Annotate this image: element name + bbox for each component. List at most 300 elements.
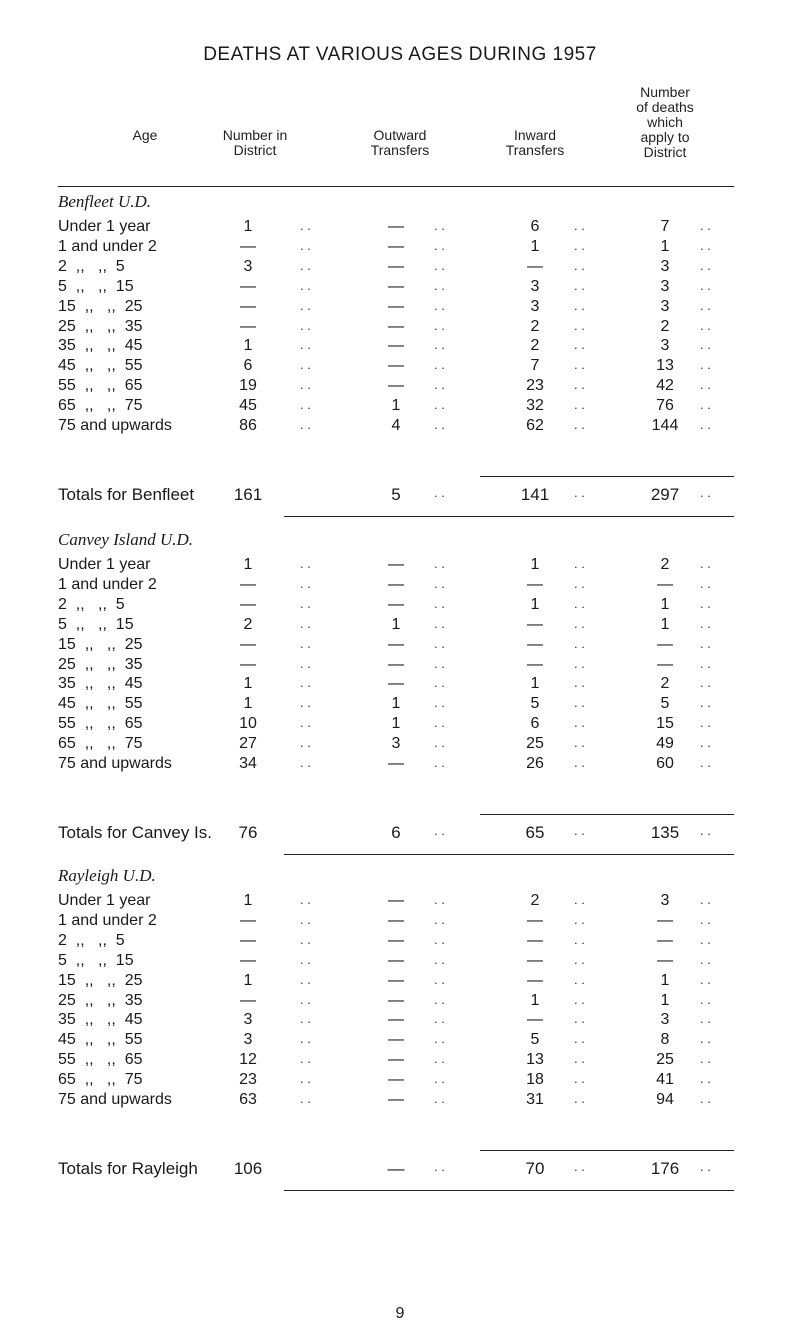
total-cell: 141 [520,485,550,504]
totals-rule-bottom [284,516,734,517]
age-group-label: 5 ,, ,, 15 [58,951,134,969]
table-row [0,318,800,339]
age-group-label: 25 ,, ,, 35 [58,655,143,673]
leader-dots: . . [434,655,445,671]
header-rule [58,186,734,187]
inward-transfers-cell: — [527,615,543,633]
leader-dots: . . [434,1051,445,1067]
outward-transfers-cell: — [388,755,404,772]
table-row [0,357,800,378]
outward-transfers-cell: — [388,556,404,573]
table-row [0,258,800,279]
age-group-label: Under 1 year [58,892,151,909]
leader-dots: . . [300,971,311,987]
leader-dots: . . [700,1011,711,1027]
leader-dots: . . [300,951,311,967]
leader-dots: . . [434,218,445,233]
leader-dots: . . [700,337,711,353]
leader-dots: . . [434,911,445,927]
outward-transfers-cell: — [388,218,404,235]
age-group-label: 15 ,, ,, 25 [58,297,143,315]
leader-dots: . . [434,931,445,947]
totals-rule-bottom [284,1190,734,1191]
table-row [0,596,800,617]
leader-dots: . . [700,218,711,233]
inward-transfers-cell: 25 [526,735,544,753]
total-cell: 5 [391,485,401,504]
table-row [0,715,800,736]
age-group-label: 25 ,, ,, 35 [58,991,143,1009]
total-cell: 176 [650,1159,680,1178]
leader-dots: . . [574,1051,585,1067]
totals-row [0,823,800,844]
age-group-label: 45 ,, ,, 55 [58,695,143,713]
leader-dots: . . [700,277,711,293]
leader-dots: . . [434,1071,445,1087]
leader-dots: . . [300,1091,311,1106]
deaths-apply-cell: 2 [660,556,670,573]
deaths-apply-cell: 1 [660,991,670,1009]
deaths-apply-cell: 13 [656,357,674,375]
age-group-label: 75 and upwards [58,417,172,434]
leader-dots: . . [574,892,585,907]
outward-transfers-cell: — [388,297,404,315]
age-group-label: 45 ,, ,, 55 [58,1031,143,1049]
outward-transfers-cell: — [388,911,404,929]
section-name: Canvey Island U.D. [58,530,194,549]
age-group-label: 65 ,, ,, 75 [58,735,143,753]
leader-dots: . . [434,556,445,571]
totals-row [0,1159,800,1180]
table-row [0,912,800,933]
leader-dots: . . [434,1031,445,1047]
outward-transfers-cell: — [388,675,404,693]
age-group-label: 65 ,, ,, 75 [58,1071,143,1089]
deaths-apply-cell: 60 [656,755,674,772]
outward-transfers-cell: — [388,257,404,275]
deaths-in-district-cell: 2 [243,615,253,633]
deaths-in-district-cell: 86 [239,417,257,434]
outward-transfers-cell: 1 [391,397,401,415]
leader-dots: . . [574,337,585,353]
age-group-label: 1 and under 2 [58,575,157,593]
deaths-apply-cell: 3 [660,892,670,909]
deaths-apply-cell: 5 [660,695,670,713]
outward-transfers-cell: 3 [391,735,401,753]
leader-dots: . . [300,991,311,1007]
leader-dots: . . [434,357,445,373]
header-inward-transfers: Inward Transfers [505,127,565,158]
table-row [0,952,800,973]
leader-dots: . . [300,556,311,571]
leader-dots: . . [434,297,445,313]
leader-dots: . . [574,951,585,967]
leader-dots: . . [300,892,311,907]
outward-transfers-cell: 4 [391,417,401,434]
outward-transfers-cell: — [388,1091,404,1108]
age-group-label: 15 ,, ,, 25 [58,971,143,989]
inward-transfers-cell: — [527,931,543,949]
leader-dots: . . [300,755,311,770]
inward-transfers-cell: 6 [530,218,540,235]
total-cell: — [387,1159,405,1178]
inward-transfers-cell: 62 [526,417,544,434]
deaths-in-district-cell: 6 [243,357,253,375]
deaths-in-district-cell: 12 [239,1051,257,1069]
inward-transfers-cell: 26 [526,755,544,772]
table-row [0,992,800,1013]
totals-label: Totals for Rayleigh [58,1159,198,1178]
leader-dots: . . [700,755,711,770]
deaths-in-district-cell: — [240,237,256,255]
age-group-label: 35 ,, ,, 45 [58,675,143,693]
deaths-in-district-cell: 1 [243,695,253,713]
deaths-apply-cell: 144 [651,417,679,434]
age-group-label: 15 ,, ,, 25 [58,635,143,653]
inward-transfers-cell: 2 [530,337,540,355]
leader-dots: . . [574,1071,585,1087]
outward-transfers-cell: — [388,1031,404,1049]
deaths-in-district-cell: — [240,575,256,593]
outward-transfers-cell: — [388,337,404,355]
leader-dots: . . [434,485,445,500]
age-group-label: 75 and upwards [58,755,172,772]
leader-dots: . . [700,595,711,611]
age-group-label: 1 and under 2 [58,237,157,255]
leader-dots: . . [700,485,711,500]
outward-transfers-cell: 1 [391,695,401,713]
leader-dots: . . [300,317,311,333]
outward-transfers-cell: 1 [391,715,401,733]
inward-transfers-cell: 23 [526,377,544,395]
age-group-label: 35 ,, ,, 45 [58,1011,143,1029]
total-cell: 65 [525,823,545,842]
deaths-apply-cell: 2 [660,317,670,335]
leader-dots: . . [700,297,711,313]
deaths-in-district-cell: — [240,655,256,673]
leader-dots: . . [300,417,311,432]
deaths-apply-cell: 3 [660,257,670,275]
deaths-in-district-cell: 3 [243,1011,253,1029]
leader-dots: . . [574,1159,585,1174]
totals-rule-top [480,1150,734,1151]
inward-transfers-cell: 13 [526,1051,544,1069]
table-row [0,238,800,259]
leader-dots: . . [434,675,445,691]
header-deaths-apply: Number of deaths which apply to District [636,84,694,160]
total-cell: 106 [233,1159,263,1178]
leader-dots: . . [574,615,585,631]
age-group-label: 2 ,, ,, 5 [58,595,125,613]
leader-dots: . . [300,1031,311,1047]
leader-dots: . . [700,823,711,838]
inward-transfers-cell: — [527,635,543,653]
table-row [0,755,800,776]
leader-dots: . . [574,417,585,432]
leader-dots: . . [434,417,445,432]
age-group-label: Under 1 year [58,218,151,235]
deaths-in-district-cell: 1 [243,218,253,235]
deaths-in-district-cell: 34 [239,755,257,772]
table-row [0,377,800,398]
leader-dots: . . [574,357,585,373]
table-row [0,675,800,696]
age-group-label: 35 ,, ,, 45 [58,337,143,355]
leader-dots: . . [574,218,585,233]
outward-transfers-cell: — [388,931,404,949]
inward-transfers-cell: — [527,655,543,673]
leader-dots: . . [300,1071,311,1087]
outward-transfers-cell: — [388,1071,404,1089]
table-row [0,1031,800,1052]
inward-transfers-cell: 1 [530,556,540,573]
leader-dots: . . [434,635,445,651]
leader-dots: . . [300,575,311,591]
outward-transfers-cell: — [388,951,404,969]
outward-transfers-cell: — [388,357,404,375]
leader-dots: . . [700,911,711,927]
table-row [0,1051,800,1072]
leader-dots: . . [700,695,711,711]
deaths-apply-cell: 1 [660,971,670,989]
deaths-apply-cell: 42 [656,377,674,395]
leader-dots: . . [434,823,445,838]
leader-dots: . . [574,277,585,293]
table-row [0,616,800,637]
inward-transfers-cell: 1 [530,675,540,693]
leader-dots: . . [700,1051,711,1067]
leader-dots: . . [574,911,585,927]
deaths-apply-cell: 3 [660,277,670,295]
leader-dots: . . [700,615,711,631]
deaths-apply-cell: — [657,635,673,653]
inward-transfers-cell: 18 [526,1071,544,1089]
header-age: Age [132,127,158,143]
leader-dots: . . [300,257,311,273]
deaths-apply-cell: 1 [660,595,670,613]
leader-dots: . . [574,257,585,273]
deaths-apply-cell: 3 [660,337,670,355]
leader-dots: . . [434,971,445,987]
deaths-in-district-cell: — [240,991,256,1009]
deaths-apply-cell: 7 [660,218,670,235]
leader-dots: . . [434,237,445,253]
deaths-in-district-cell: — [240,297,256,315]
outward-transfers-cell: — [388,971,404,989]
leader-dots: . . [300,635,311,651]
leader-dots: . . [300,357,311,373]
leader-dots: . . [574,931,585,947]
deaths-in-district-cell: 10 [239,715,257,733]
totals-rule-top [480,476,734,477]
deaths-apply-cell: — [657,911,673,929]
leader-dots: . . [300,615,311,631]
table-row [0,1091,800,1112]
deaths-apply-cell: 8 [660,1031,670,1049]
leader-dots: . . [434,735,445,751]
leader-dots: . . [574,991,585,1007]
leader-dots: . . [700,951,711,967]
leader-dots: . . [700,575,711,591]
leader-dots: . . [700,257,711,273]
leader-dots: . . [574,715,585,731]
deaths-in-district-cell: 1 [243,675,253,693]
totals-row [0,485,800,506]
age-group-label: 1 and under 2 [58,911,157,929]
outward-transfers-cell: — [388,595,404,613]
table-row [0,278,800,299]
leader-dots: . . [574,635,585,651]
leader-dots: . . [574,755,585,770]
leader-dots: . . [574,485,585,500]
leader-dots: . . [700,892,711,907]
leader-dots: . . [434,615,445,631]
table-row [0,735,800,756]
leader-dots: . . [434,951,445,967]
deaths-apply-cell: 15 [656,715,674,733]
table-row [0,892,800,913]
total-cell: 6 [391,823,401,842]
leader-dots: . . [700,317,711,333]
deaths-in-district-cell: — [240,595,256,613]
deaths-in-district-cell: 1 [243,892,253,909]
leader-dots: . . [574,377,585,393]
leader-dots: . . [300,695,311,711]
inward-transfers-cell: 1 [530,595,540,613]
totals-label: Totals for Benfleet [58,485,195,504]
inward-transfers-cell: 3 [530,297,540,315]
table-row [0,556,800,577]
inward-transfers-cell: 5 [530,1031,540,1049]
age-group-label: 55 ,, ,, 65 [58,377,143,395]
table-row [0,417,800,438]
inward-transfers-cell: 31 [526,1091,544,1108]
totals-label: Totals for Canvey Is. [58,823,213,842]
header-outward-transfers: Outward Transfers [370,127,430,158]
leader-dots: . . [434,575,445,591]
leader-dots: . . [434,1091,445,1106]
inward-transfers-cell: 5 [530,695,540,713]
leader-dots: . . [700,556,711,571]
page-title: DEATHS AT VARIOUS AGES DURING 1957 [203,44,597,65]
leader-dots: . . [574,575,585,591]
leader-dots: . . [574,317,585,333]
leader-dots: . . [300,911,311,927]
leader-dots: . . [434,397,445,413]
leader-dots: . . [574,1011,585,1027]
deaths-in-district-cell: 19 [239,377,257,395]
outward-transfers-cell: — [388,575,404,593]
table-row [0,932,800,953]
inward-transfers-cell: — [527,1011,543,1029]
leader-dots: . . [700,735,711,751]
outward-transfers-cell: — [388,317,404,335]
outward-transfers-cell: — [388,635,404,653]
inward-transfers-cell: 1 [530,237,540,255]
leader-dots: . . [434,1011,445,1027]
leader-dots: . . [700,655,711,671]
deaths-apply-cell: — [657,951,673,969]
age-group-label: 5 ,, ,, 15 [58,277,134,295]
inward-transfers-cell: — [527,575,543,593]
inward-transfers-cell: — [527,257,543,275]
deaths-in-district-cell: — [240,277,256,295]
table-row [0,695,800,716]
table-row [0,636,800,657]
leader-dots: . . [300,715,311,731]
deaths-apply-cell: 1 [660,237,670,255]
outward-transfers-cell: — [388,892,404,909]
total-cell: 161 [233,485,263,504]
deaths-apply-cell: — [657,931,673,949]
leader-dots: . . [574,735,585,751]
deaths-apply-cell: 2 [660,675,670,693]
totals-rule-bottom [284,854,734,855]
age-group-label: 75 and upwards [58,1091,172,1108]
leader-dots: . . [700,971,711,987]
outward-transfers-cell: — [388,991,404,1009]
totals-rule-top [480,814,734,815]
leader-dots: . . [700,1091,711,1106]
outward-transfers-cell: 1 [391,615,401,633]
leader-dots: . . [300,1051,311,1067]
leader-dots: . . [574,1031,585,1047]
age-group-label: 65 ,, ,, 75 [58,397,143,415]
deaths-apply-cell: 41 [656,1071,674,1089]
table-row [0,298,800,319]
leader-dots: . . [700,635,711,651]
leader-dots: . . [300,277,311,293]
total-cell: 297 [650,485,680,504]
inward-transfers-cell: — [527,911,543,929]
leader-dots: . . [434,257,445,273]
leader-dots: . . [574,695,585,711]
leader-dots: . . [300,735,311,751]
outward-transfers-cell: — [388,377,404,395]
leader-dots: . . [434,892,445,907]
deaths-apply-cell: 3 [660,1011,670,1029]
leader-dots: . . [574,556,585,571]
leader-dots: . . [434,755,445,770]
leader-dots: . . [574,237,585,253]
header-number-in-district: Number in District [222,127,288,158]
leader-dots: . . [574,655,585,671]
leader-dots: . . [300,218,311,233]
leader-dots: . . [434,277,445,293]
leader-dots: . . [300,675,311,691]
leader-dots: . . [300,655,311,671]
leader-dots: . . [574,595,585,611]
leader-dots: . . [434,1159,445,1174]
deaths-in-district-cell: 45 [239,397,257,415]
leader-dots: . . [700,357,711,373]
deaths-in-district-cell: 1 [243,971,253,989]
age-group-label: Under 1 year [58,556,151,573]
leader-dots: . . [300,595,311,611]
age-group-label: 55 ,, ,, 65 [58,1051,143,1069]
leader-dots: . . [700,237,711,253]
leader-dots: . . [434,715,445,731]
inward-transfers-cell: 32 [526,397,544,415]
deaths-in-district-cell: — [240,931,256,949]
table-row [0,576,800,597]
deaths-apply-cell: 49 [656,735,674,753]
leader-dots: . . [700,1031,711,1047]
inward-transfers-cell: 2 [530,892,540,909]
total-cell: 135 [650,823,680,842]
deaths-in-district-cell: 3 [243,257,253,275]
leader-dots: . . [574,823,585,838]
